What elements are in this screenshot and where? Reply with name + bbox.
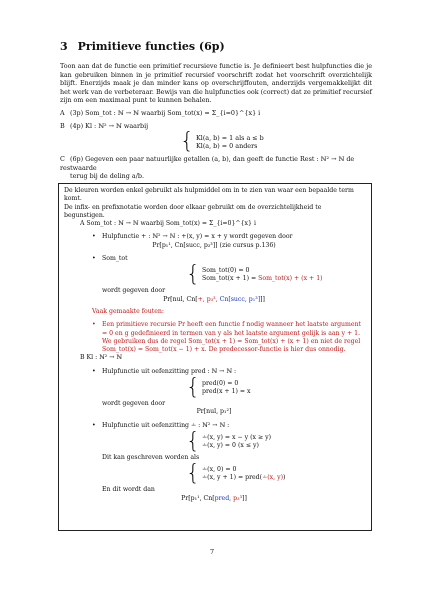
note-line: De kleuren worden enkel gebruikt als hulpmiddel om in te zien van waar een bepaalde term komt. bbox=[64, 187, 354, 203]
formula: Pr[nul, p₁²] bbox=[196, 408, 232, 416]
question-b: B (4p) Kl : ℕ² → ℕ waarbij bbox=[60, 121, 149, 130]
case-line: Som_tot(x + 1) = Som_tot(x) + (x + 1) bbox=[202, 275, 323, 283]
section-heading bbox=[60, 40, 372, 54]
intro-paragraph: Toon aan dat de functie een primitief recursieve functie is. Je definieert best hulpfuncties die je kan gebruiken binnen in je primitief recursief voorschrift zodat het voorschrift overzichtelijk blijft. Enerzijds maak je dan minder kans op overschrijffouten, anderzijds vergemakkelijkt dit het werk van de verbeteraar. Bewijs van die hulpfuncties ook (correct) dat ze primitief recursief zijn om een maximaal punt te kunnen behalen. bbox=[60, 62, 372, 105]
cases-block: { Som_tot(0) = 0 Som_tot(x + 1) = Som_tot(x) + (x + 1) bbox=[186, 262, 323, 288]
cases-block: { ∸(x, 0) = 0 ∸(x, y + 1) = pred(∸(x, y)) bbox=[186, 461, 286, 487]
rewrite-intro: Dit kan geschreven worden als bbox=[102, 453, 200, 461]
page-number: 7 bbox=[209, 548, 215, 556]
case-line: ∸(x, y) = 0 (x ≤ y) bbox=[202, 441, 259, 449]
case-line: pred(x + 1) = x bbox=[202, 388, 251, 396]
formula-intro: wordt gegeven door bbox=[102, 287, 166, 295]
list-item: • Hulpfunctie uit oefenzitting pred : ℕ → ℕ : bbox=[92, 367, 237, 375]
case-line: Som_tot(0) = 0 bbox=[202, 267, 250, 275]
page-body bbox=[60, 40, 372, 181]
formula: Pr[nul, Cn[+, p₃³, Cn[succ, p₁³]]] bbox=[163, 295, 265, 303]
mistakes-heading: Vaak gemaakte fouten: bbox=[92, 307, 164, 315]
case-line: ∸(x, 0) = 0 bbox=[202, 465, 237, 473]
question-a: A (3p) Som_tot : ℕ → ℕ waarbij Som_tot(x) = Σ_{i=0}^{x} i bbox=[60, 108, 261, 117]
solution-content bbox=[64, 187, 364, 503]
list-item: • Hulpfunctie uit oefenzitting ∸ : ℕ² → ℕ : bbox=[92, 421, 230, 429]
question-c: C (6p) Gegeven een paar natuurlijke getallen (a, b), dan geeft de functie Rest : ℕ² → ℕ de restwaarde bbox=[60, 155, 355, 172]
formula: Pr[p₁¹, Cn[succ, p₃³]] (zie cursus p.136) bbox=[152, 241, 276, 249]
solution-b-heading: B Kl : ℕ² → ℕ bbox=[80, 354, 123, 362]
question-b-cases: { Kl(a, b) = 1 als a ≤ b Kl(a, b) = 0 anders bbox=[180, 129, 264, 155]
case-line: ∸(x, y) = x − y (x ≥ y) bbox=[202, 433, 272, 441]
case-line: ∸(x, y + 1) = pred(∸(x, y)) bbox=[202, 474, 286, 482]
question-c-continued: terug bij de deling a/b. bbox=[70, 172, 144, 181]
case-line: Kl(a, b) = 1 als a ≤ b bbox=[196, 133, 264, 142]
section-title: Primitieve functies (6p) bbox=[77, 40, 225, 53]
list-item: • Som_tot bbox=[92, 255, 128, 263]
solution-a-heading: A Som_tot : ℕ → ℕ waarbij Som_tot(x) = Σ_{i=0}^{x} i bbox=[80, 220, 256, 228]
formula: Pr[p₁¹, Cn[pred, p₃³]] bbox=[181, 494, 247, 502]
list-item: • Hulpfunctie + : ℕ² → ℕ : +(x, y) = x + y wordt gegeven door bbox=[92, 233, 293, 241]
cases-block: { ∸(x, y) = x − y (x ≥ y) ∸(x, y) = 0 (x ≤ y) bbox=[186, 428, 272, 454]
formula-intro: En dit wordt dan bbox=[102, 486, 155, 494]
formula-intro: wordt gegeven door bbox=[102, 400, 166, 408]
case-line: Kl(a, b) = 0 anders bbox=[196, 142, 258, 151]
section-number: 3 bbox=[60, 40, 68, 53]
case-line: pred(0) = 0 bbox=[202, 379, 239, 387]
cases-block: { pred(0) = 0 pred(x + 1) = x bbox=[186, 375, 251, 401]
list-item: • Een primitieve recursie Pr heeft een functie f nodig wanneer het laatste argument = 0 en g gedefinieerd in termen van y als het laatste argument gelijk is aan y + 1. We gebruiken dus de regel Som_tot(x + 1) = Som_tot(x) + (x + 1) en niet de regel Som_tot(x) = Som_tot(x − 1) + x. De predecessor-functie is hier dus onnodig. bbox=[92, 321, 362, 354]
note-line: De infix- en prefixnotatie worden door elkaar gebruikt om de overzichtelijkheid te begunstigen. bbox=[64, 203, 322, 219]
